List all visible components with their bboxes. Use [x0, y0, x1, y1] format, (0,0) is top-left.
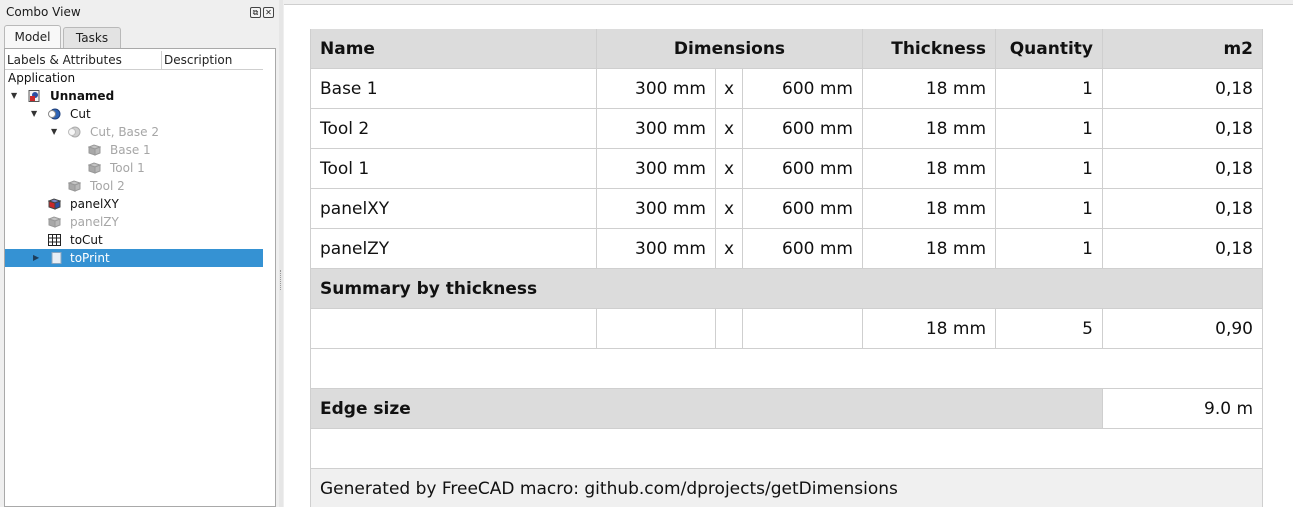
edge-size-value[interactable]: 9.0 m: [1103, 389, 1263, 429]
cell-m2[interactable]: 0,18: [1103, 149, 1263, 189]
cell-name[interactable]: panelZY: [310, 229, 597, 269]
cell-times[interactable]: x: [716, 69, 743, 109]
cell-times[interactable]: x: [716, 149, 743, 189]
combo-view-title: Combo View: [6, 5, 81, 19]
cell-height[interactable]: 600 mm: [743, 149, 863, 189]
spreadsheet-view: [284, 4, 1293, 507]
cell-empty[interactable]: [716, 309, 743, 349]
summary-quantity[interactable]: 5: [996, 309, 1103, 349]
tree-item-label: toCut: [70, 233, 103, 247]
cell-empty[interactable]: [743, 309, 863, 349]
tree-item-toprint[interactable]: [5, 249, 263, 267]
cell-name[interactable]: Base 1: [310, 69, 597, 109]
cell-m2[interactable]: 0,18: [1103, 189, 1263, 229]
collapse-arrow-icon[interactable]: ▶: [33, 253, 40, 262]
cell-width[interactable]: 300 mm: [597, 109, 716, 149]
tree-item-base-1[interactable]: [5, 141, 263, 159]
cell-m2[interactable]: 0,18: [1103, 229, 1263, 269]
expand-arrow-icon[interactable]: ▼: [11, 91, 18, 100]
cell-thickness[interactable]: 18 mm: [863, 189, 996, 229]
summary-title-row: [310, 269, 1264, 309]
table-row: [310, 149, 1264, 189]
cell-thickness[interactable]: 18 mm: [863, 69, 996, 109]
table-row: [310, 189, 1264, 229]
cut-icon: [48, 108, 61, 120]
part-box-icon: [48, 198, 61, 210]
part-box-icon: [48, 216, 61, 228]
edge-size-label[interactable]: Edge size: [310, 389, 1103, 429]
cell-times[interactable]: x: [716, 109, 743, 149]
table-header-row: [310, 29, 1264, 69]
cell-name[interactable]: Tool 2: [310, 109, 597, 149]
cell-empty[interactable]: [310, 309, 597, 349]
tab-tasks[interactable]: Tasks: [63, 27, 121, 49]
cell-quantity[interactable]: 1: [996, 69, 1103, 109]
summary-row: [310, 309, 1264, 349]
panel-splitter[interactable]: [279, 0, 283, 507]
summary-thickness[interactable]: 18 mm: [863, 309, 996, 349]
part-box-icon: [88, 162, 101, 174]
column-labels-attributes[interactable]: Labels & Attributes: [7, 53, 122, 67]
cell-height[interactable]: 600 mm: [743, 229, 863, 269]
cell-empty[interactable]: [310, 429, 1263, 469]
tree-item-cut-base-2[interactable]: [5, 123, 263, 141]
cell-quantity[interactable]: 1: [996, 189, 1103, 229]
tree-item-label: Unnamed: [50, 89, 115, 103]
cell-quantity[interactable]: 1: [996, 109, 1103, 149]
summary-title[interactable]: Summary by thickness: [310, 269, 1263, 309]
cell-empty[interactable]: [310, 349, 1263, 389]
header-quantity[interactable]: Quantity: [996, 29, 1103, 69]
tree-item-label: Tool 2: [90, 179, 125, 193]
tree-item-label: Cut: [70, 107, 91, 121]
part-box-icon: [88, 144, 101, 156]
tree-item-tool-1[interactable]: [5, 159, 263, 177]
tree-column-header: [5, 51, 263, 70]
tree-item-cut[interactable]: [5, 105, 263, 123]
page-icon: [50, 252, 63, 264]
tree-item-panelxy[interactable]: [5, 195, 263, 213]
cell-height[interactable]: 600 mm: [743, 189, 863, 229]
spacer-row: [310, 429, 1264, 469]
cell-thickness[interactable]: 18 mm: [863, 109, 996, 149]
summary-m2[interactable]: 0,90: [1103, 309, 1263, 349]
model-tree: [4, 48, 276, 507]
table-row: [310, 229, 1264, 269]
tree-item-label: Application: [8, 71, 76, 85]
cell-width[interactable]: 300 mm: [597, 69, 716, 109]
header-dimensions[interactable]: Dimensions: [597, 29, 863, 69]
cell-height[interactable]: 600 mm: [743, 109, 863, 149]
expand-arrow-icon[interactable]: ▼: [31, 109, 38, 118]
cell-width[interactable]: 300 mm: [597, 149, 716, 189]
table-row: [310, 69, 1264, 109]
table-row: [310, 109, 1264, 149]
generated-by-note[interactable]: Generated by FreeCAD macro: github.com/dprojects/getDimensions: [310, 469, 1263, 507]
tab-model[interactable]: Model: [4, 25, 61, 49]
column-separator[interactable]: [161, 51, 162, 70]
tree-item-unnamed[interactable]: [5, 87, 263, 105]
cell-name[interactable]: Tool 1: [310, 149, 597, 189]
footer-row: [310, 469, 1264, 507]
tree-item-label: toPrint: [70, 251, 110, 265]
tree-item-panelzy[interactable]: [5, 213, 263, 231]
tree-item-label: Tool 1: [110, 161, 145, 175]
cell-width[interactable]: 300 mm: [597, 229, 716, 269]
combo-view-panel: [0, 0, 280, 507]
header-thickness[interactable]: Thickness: [863, 29, 996, 69]
header-name[interactable]: Name: [310, 29, 597, 69]
document-icon: [28, 90, 41, 102]
tree-item-label: panelXY: [70, 197, 119, 211]
spacer-row: [310, 349, 1264, 389]
column-description[interactable]: Description: [164, 53, 233, 67]
tree-item-label: panelZY: [70, 215, 119, 229]
close-panel-button[interactable]: ✕: [263, 7, 274, 18]
cell-m2[interactable]: 0,18: [1103, 109, 1263, 149]
cell-width[interactable]: 300 mm: [597, 189, 716, 229]
cell-empty[interactable]: [597, 309, 716, 349]
cell-thickness[interactable]: 18 mm: [863, 229, 996, 269]
splitter-grip[interactable]: [280, 270, 282, 290]
tree-item-tool-2[interactable]: [5, 177, 263, 195]
cell-quantity[interactable]: 1: [996, 229, 1103, 269]
expand-arrow-icon[interactable]: ▼: [51, 127, 58, 136]
header-m2[interactable]: m2: [1103, 29, 1263, 69]
tree-item-label: Base 1: [110, 143, 151, 157]
tree-item-application[interactable]: [5, 69, 263, 87]
edge-size-row: [310, 389, 1264, 429]
cell-m2[interactable]: 0,18: [1103, 69, 1263, 109]
spreadsheet-icon: [48, 234, 61, 246]
cell-thickness[interactable]: 18 mm: [863, 149, 996, 189]
cell-height[interactable]: 600 mm: [743, 69, 863, 109]
tree-item-tocut[interactable]: [5, 231, 263, 249]
part-box-icon: [68, 180, 81, 192]
float-panel-button[interactable]: ⧉: [250, 7, 261, 18]
cell-quantity[interactable]: 1: [996, 149, 1103, 189]
tree-item-label: Cut, Base 2: [90, 125, 159, 139]
cell-name[interactable]: panelXY: [310, 189, 597, 229]
cell-times[interactable]: x: [716, 189, 743, 229]
cell-times[interactable]: x: [716, 229, 743, 269]
cut-icon: [68, 126, 81, 138]
